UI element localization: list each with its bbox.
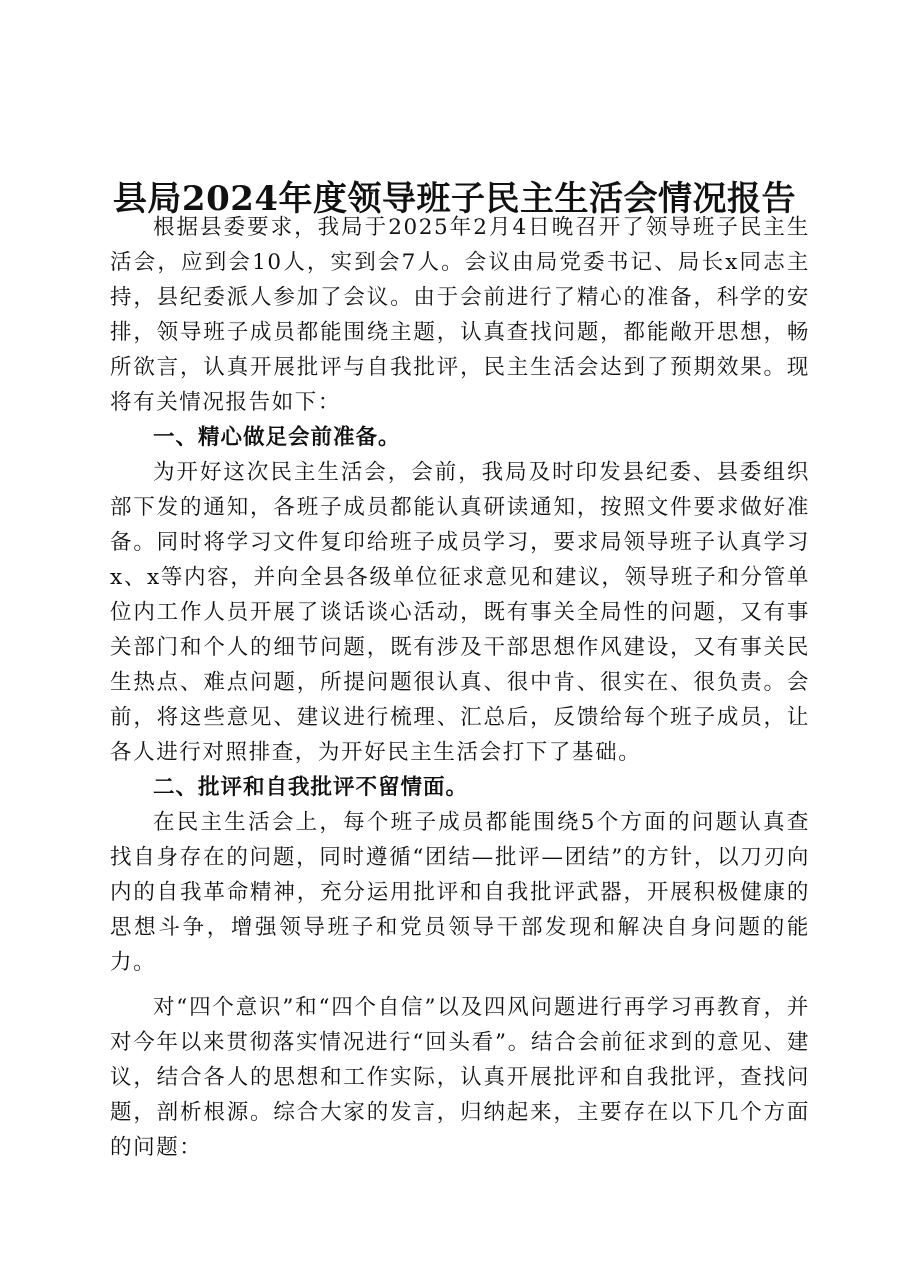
section-2-paragraph-2: 对“四个意识”和“四个自信”以及四风问题进行再学习再教育，并对今年以来贯彻落实情况进行“回头看”。结合会前征求到的意见、建议，结合各人的思想和工作实际，认真开展批评和自我批评，查找问题，剖析根源。综合大家的发言，归纳起来，主要存在以下几个方面的问题： [110,995,810,1160]
document-title: 县局2024年度领导班子民主生活会情况报告 [112,178,797,219]
section-1-paragraph: 为开好这次民主生活会，会前，我局及时印发县纪委、县委组织部下发的通知，各班子成员都能认真研读通知，按照文件要求做好准备。同时将学习文件复印给班子成员学习，要求局领导班子认真学习x、x等内容，并向全县各级单位征求意见和建议，领导班子和分管单位内工作人员开展了谈话谈心活动，既有事关全局性的问题，又有事关部门和个人的细节问题，既有涉及干部思想作风建设，又有事关民生热点、难点问题，所提问题很认真、很中肯、很实在、很负责。会前，将这些意见、建议进行梳理、汇总后，反馈给每个班子成员，让各人进行对照排查，为开好民主生活会打下了基础。 [110,460,810,765]
section-2-paragraph-1: 在民主生活会上，每个班子成员都能围绕5个方面的问题认真查找自身存在的问题，同时遵循“团结—批评—团结”的方针，以刀刃向内的自我革命精神，充分运用批评和自我批评武器，开展积极健康的思想斗争，增强领导班子和党员领导干部发现和解决自身问题的能力。 [110,810,810,975]
document-body [110,210,810,1165]
section-2-heading: 二、批评和自我批评不留情面。 [153,775,469,800]
intro-paragraph: 根据县委要求，我局于2025年2月4日晚召开了领导班子民主生活会，应到会10人，实到会7人。会议由局党委书记、局长x同志主持，县纪委派人参加了会议。由于会前进行了精心的准备，科学的安排，领导班子成员都能围绕主题，认真查找问题，都能敞开思想，畅所欲言，认真开展批评与自我批评，民主生活会达到了预期效果。现将有关情况报告如下： [110,215,810,415]
section-1-heading: 一、精心做足会前准备。 [153,425,401,450]
